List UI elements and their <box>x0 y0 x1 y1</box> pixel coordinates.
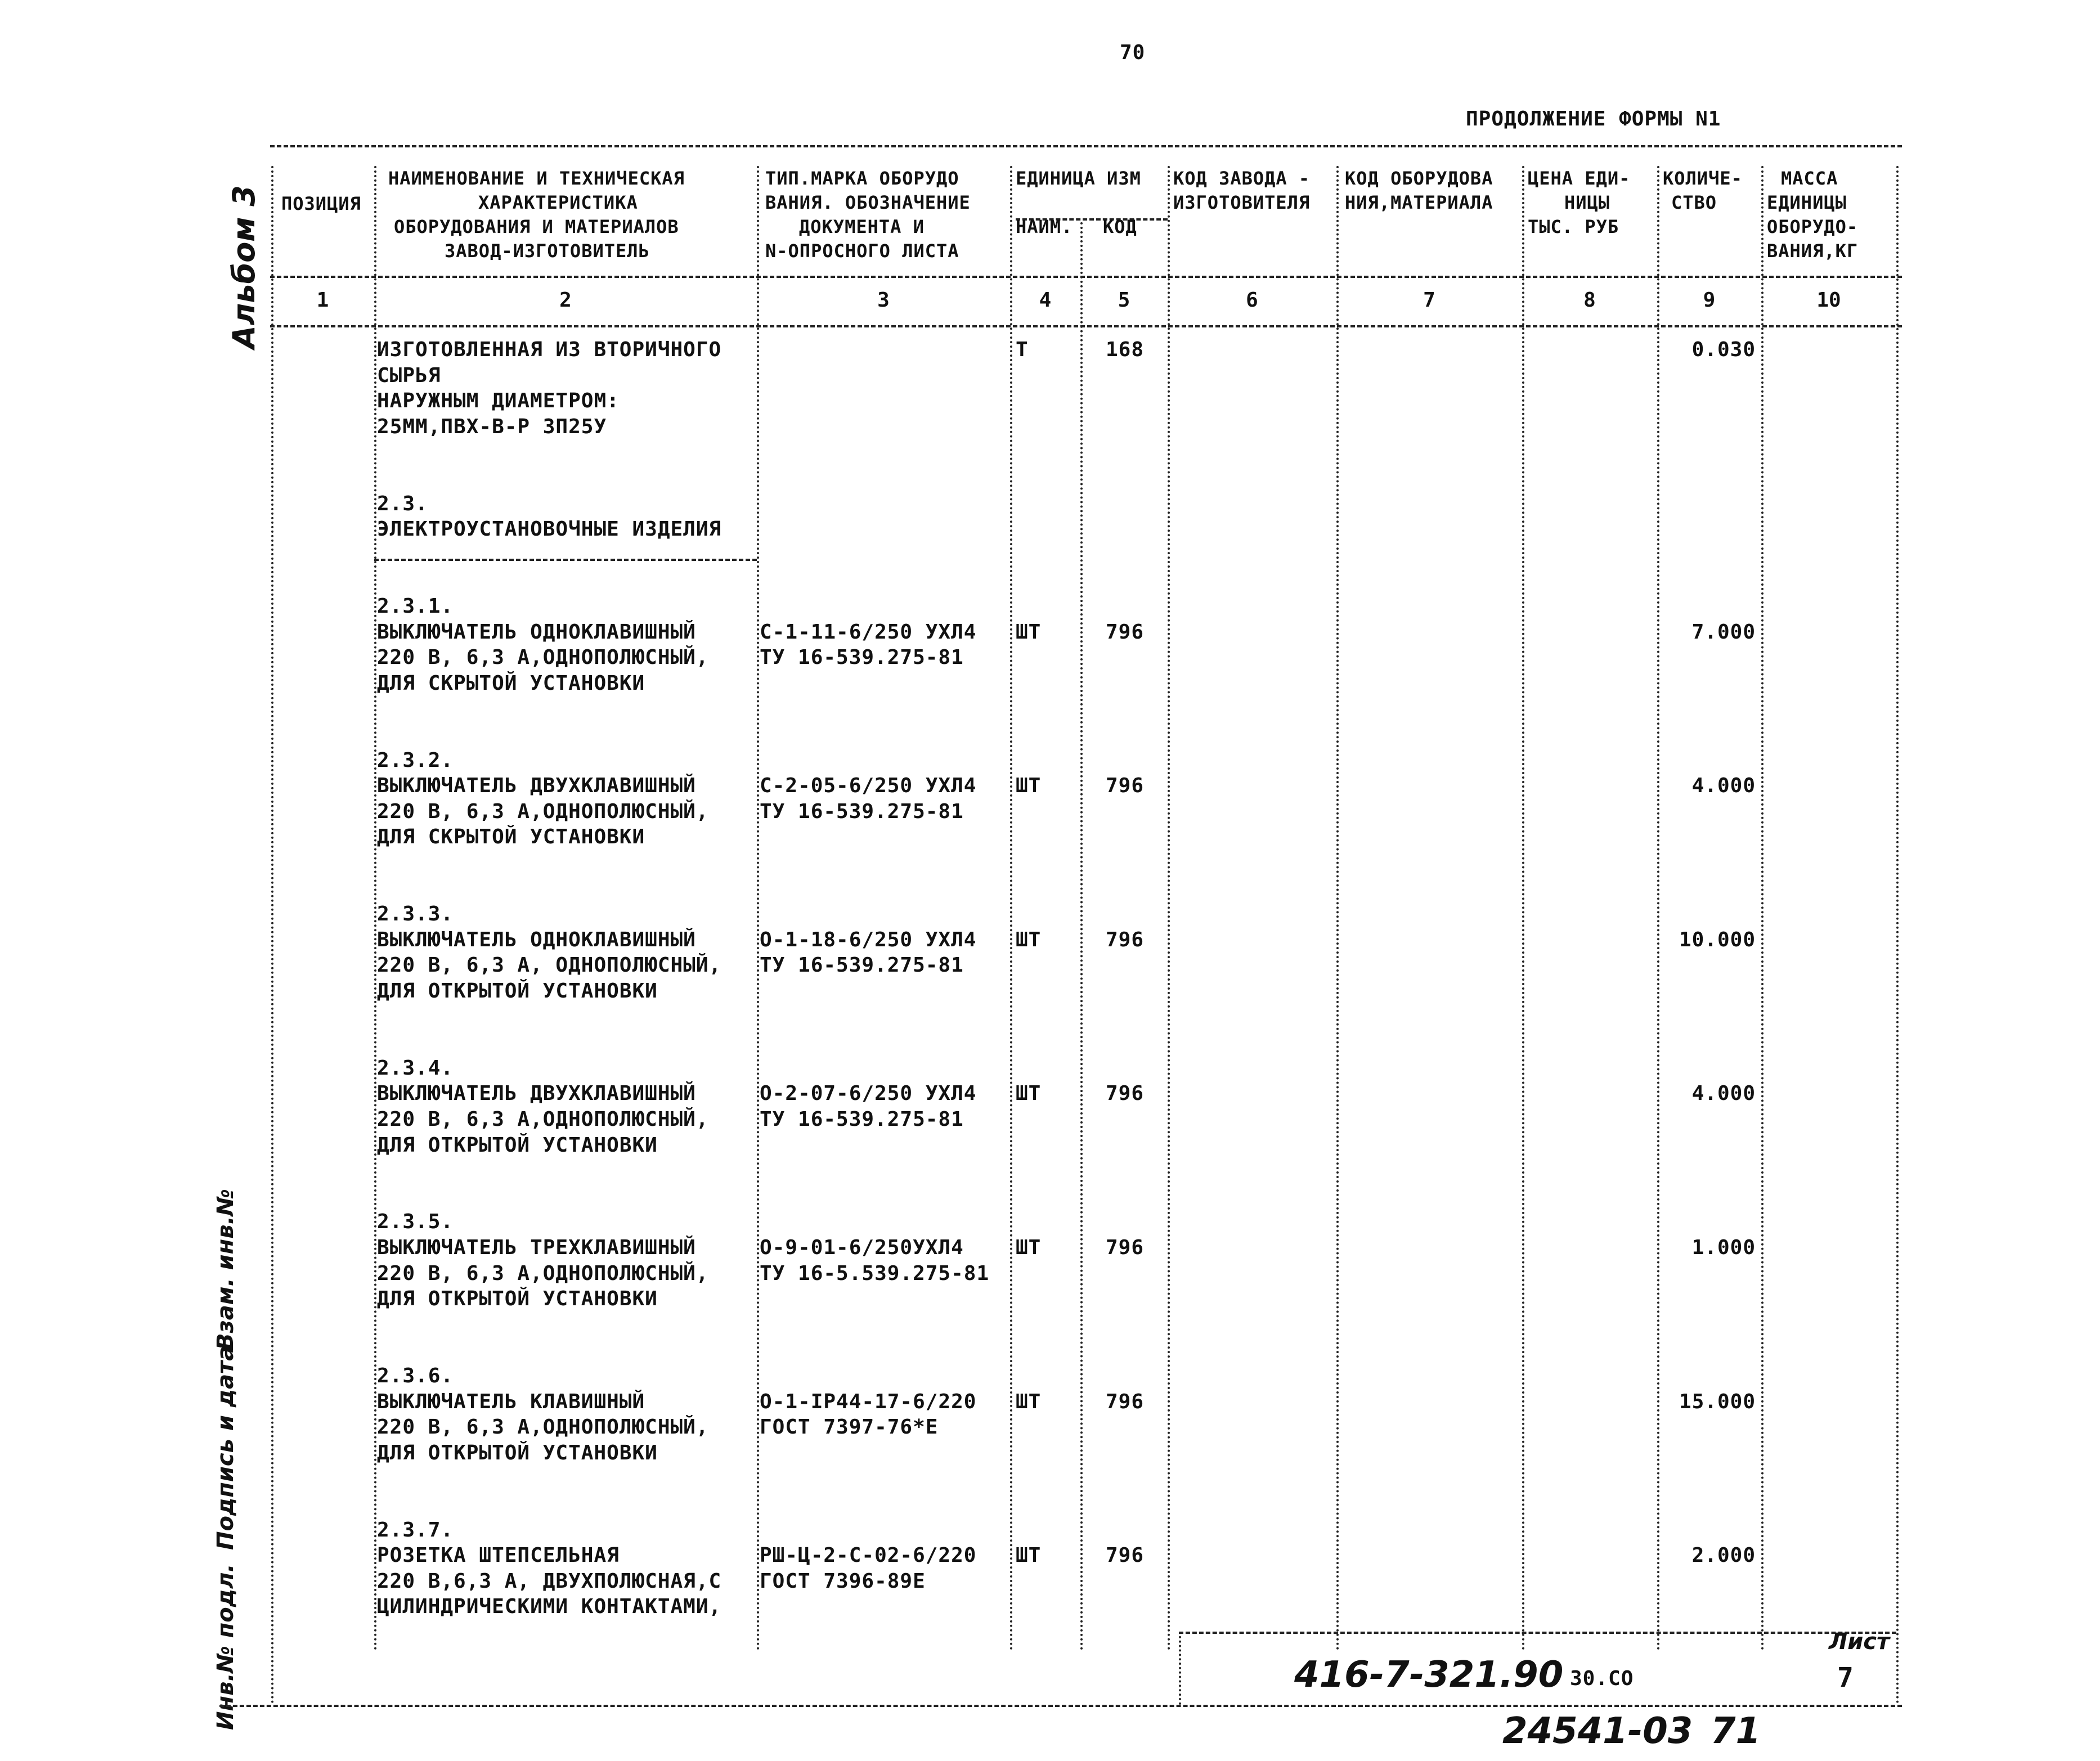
cell-qty: 15.000 <box>1679 1390 1756 1413</box>
header-col8-l1: ЦЕНА ЕДИ- <box>1528 168 1631 189</box>
cell-name: ЦИЛИНДРИЧЕСКИМИ КОНТАКТАМИ, <box>377 1595 722 1618</box>
header-col1: ПОЗИЦИЯ <box>281 193 361 214</box>
cell-code: 796 <box>1106 1236 1145 1259</box>
stamp-top-rule <box>1179 1632 1896 1634</box>
stamp-section: 30.СО <box>1570 1667 1634 1690</box>
header-col3-l2: ВАНИЯ. ОБОЗНАЧЕНИЕ <box>765 192 971 213</box>
cell-name: 220 В,6,3 А, ДВУХПОЛЮСНАЯ,С <box>377 1570 722 1593</box>
col-number-8: 8 <box>1583 289 1596 312</box>
cell-name: ДЛЯ СКРЫТОЙ УСТАНОВКИ <box>377 672 645 695</box>
col-sep-4 <box>1080 222 1083 1651</box>
header-col7-l2: НИЯ,МАТЕРИАЛА <box>1345 192 1493 213</box>
cell-type: ТУ 16-5.539.275-81 <box>760 1262 990 1285</box>
col-number-6: 6 <box>1246 289 1258 312</box>
cell-code: 796 <box>1106 1390 1145 1413</box>
col-number-7: 7 <box>1423 289 1435 312</box>
cell-unit: ШТ <box>1016 774 1042 797</box>
col-sep-left <box>271 166 273 1705</box>
cell-qty: 2.000 <box>1691 1544 1756 1567</box>
cell-qty: 7.000 <box>1691 621 1756 644</box>
cell-name: 2.3.5. <box>377 1210 454 1233</box>
cell-name: ВЫКЛЮЧАТЕЛЬ ОДНОКЛАВИШНЫЙ <box>377 621 696 644</box>
header-col6-l2: ИЗГОТОВИТЕЛЯ <box>1173 192 1311 213</box>
cell-name: 220 В, 6,3 А,ОДНОПОЛЮСНЫЙ, <box>377 1416 709 1439</box>
header-col2-l1: НАИМЕНОВАНИЕ И ТЕХНИЧЕСКАЯ <box>388 168 685 189</box>
cell-name: 220 В, 6,3 А,ОДНОПОЛЮСНЫЙ, <box>377 1108 709 1131</box>
cell-type: ТУ 16-539.275-81 <box>760 1108 964 1131</box>
cell-code: 796 <box>1106 621 1145 644</box>
cell-name: ВЫКЛЮЧАТЕЛЬ ТРЕХКЛАВИШНЫЙ <box>377 1236 696 1259</box>
stamp-inv-label: Инв.№ подл. <box>213 1564 239 1730</box>
stamp-sheet-label: Лист <box>1829 1629 1890 1655</box>
col-sep-right <box>1896 166 1899 1705</box>
cell-type: О-9-01-6/250УХЛ4 <box>760 1236 964 1259</box>
stamp-sheet-number: 7 <box>1837 1662 1854 1693</box>
header-col3-l4: N-ОПРОСНОГО ЛИСТА <box>765 240 959 262</box>
cell-name: ДЛЯ СКРЫТОЙ УСТАНОВКИ <box>377 825 645 848</box>
header-unit-name: НАИМ. <box>1016 216 1073 237</box>
header-col8-l2: НИЦЫ <box>1564 192 1610 213</box>
col-sep-1 <box>374 166 376 1651</box>
cell-name: ДЛЯ ОТКРЫТОЙ УСТАНОВКИ <box>377 1134 658 1157</box>
header-col2-l2: ХАРАКТЕРИСТИКА <box>478 192 638 213</box>
col-sep-2 <box>757 166 759 1651</box>
cell-name: ВЫКЛЮЧАТЕЛЬ ДВУХКЛАВИШНЫЙ <box>377 1082 696 1105</box>
cell-name: СЫРЬЯ <box>377 364 441 387</box>
cell-type: С-2-05-6/250 УХЛ4 <box>760 774 977 797</box>
cell-name: 2.3.7. <box>377 1519 454 1542</box>
cell-name: 2.3.3. <box>377 902 454 926</box>
page-number: 70 <box>1120 41 1146 64</box>
header-col7-l1: КОД ОБОРУДОВА <box>1345 168 1493 189</box>
header-col10-l2: ЕДИНИЦЫ <box>1767 192 1847 213</box>
cell-name: 2.3. <box>377 492 428 515</box>
col-number-9: 9 <box>1703 289 1716 312</box>
cell-name: 2.3.1. <box>377 595 454 618</box>
cell-unit: ШТ <box>1016 1390 1042 1413</box>
cell-qty: 10.000 <box>1679 928 1756 951</box>
cell-name: ВЫКЛЮЧАТЕЛЬ КЛАВИШНЫЙ <box>377 1390 645 1413</box>
col-sep-7 <box>1522 166 1524 1651</box>
col-number-5: 5 <box>1118 289 1130 312</box>
header-col6-l1: КОД ЗАВОДА - <box>1173 168 1311 189</box>
header-col8-l3: ТЫС. РУБ <box>1528 216 1619 237</box>
header-col10-l3: ОБОРУДО- <box>1767 216 1859 237</box>
col-sep-9 <box>1761 166 1764 1651</box>
footer-page-number: 71 <box>1711 1710 1761 1752</box>
cell-name: РОЗЕТКА ШТЕПСЕЛЬНАЯ <box>377 1544 620 1567</box>
header-unit: ЕДИНИЦА ИЗМ <box>1016 168 1141 189</box>
cell-type: О-1-18-6/250 УХЛ4 <box>760 928 977 951</box>
cell-type: С-1-11-6/250 УХЛ4 <box>760 621 977 644</box>
cell-name: ДЛЯ ОТКРЫТОЙ УСТАНОВКИ <box>377 980 658 1003</box>
cell-name: 2.3.4. <box>377 1057 454 1080</box>
cell-type: О-1-IP44-17-6/220 <box>760 1390 977 1413</box>
cell-name: ИЗГОТОВЛЕННАЯ ИЗ ВТОРИЧНОГО <box>377 338 722 361</box>
cell-name: НАРУЖНЫМ ДИАМЕТРОМ: <box>377 389 620 412</box>
cell-qty: 4.000 <box>1691 1082 1756 1105</box>
album-label: Альбом 3 <box>226 185 262 349</box>
col-number-3: 3 <box>877 289 890 312</box>
cell-code: 796 <box>1106 1544 1145 1567</box>
cell-type: ГОСТ 7396-89Е <box>760 1570 926 1593</box>
cell-qty: 1.000 <box>1691 1236 1756 1259</box>
cell-name: 220 В, 6,3 А,ОДНОПОЛЮСНЫЙ, <box>377 1262 709 1285</box>
cell-code: 796 <box>1106 928 1145 951</box>
cell-type: ТУ 16-539.275-81 <box>760 646 964 669</box>
cell-type: ТУ 16-539.275-81 <box>760 800 964 823</box>
footer-handwritten-number: 24541-03 <box>1502 1710 1693 1752</box>
cell-unit: ШТ <box>1016 1082 1042 1105</box>
table-top-rule <box>270 145 1902 147</box>
cell-name: 25ММ,ПВХ-В-Р ЗП25У <box>377 415 607 438</box>
cell-unit: ШТ <box>1016 1544 1042 1567</box>
stamp-vzam-label: Взам. инв.№ <box>213 1189 239 1350</box>
cell-type: О-2-07-6/250 УХЛ4 <box>760 1082 977 1105</box>
cell-type: ТУ 16-539.275-81 <box>760 954 964 977</box>
cell-name: ДЛЯ ОТКРЫТОЙ УСТАНОВКИ <box>377 1441 658 1464</box>
cell-name: 2.3.6. <box>377 1364 454 1387</box>
cell-qty: 0.030 <box>1691 338 1756 361</box>
col-number-1: 1 <box>316 289 329 312</box>
cell-name: ВЫКЛЮЧАТЕЛЬ ДВУХКЛАВИШНЫЙ <box>377 774 696 797</box>
col-number-10: 10 <box>1816 289 1841 312</box>
header-col2-l3: ОБОРУДОВАНИЯ И МАТЕРИАЛОВ <box>394 216 679 237</box>
header-col2-l4: ЗАВОД-ИЗГОТОВИТЕЛЬ <box>445 240 650 262</box>
header-col10-l1: МАССА <box>1781 168 1838 189</box>
cell-name: 220 В, 6,3 А,ОДНОПОЛЮСНЫЙ, <box>377 800 709 823</box>
cell-type: ГОСТ 7397-76*Е <box>760 1416 939 1439</box>
stamp-left-rule <box>1179 1632 1181 1705</box>
col-sep-8 <box>1657 166 1659 1651</box>
table-bottom-rule <box>219 1705 1902 1707</box>
form-title: ПРОДОЛЖЕНИЕ ФОРМЫ N1 <box>1466 107 1721 131</box>
cell-code: 168 <box>1106 338 1145 361</box>
cell-unit: ШТ <box>1016 1236 1042 1259</box>
header-col9-l1: КОЛИЧЕ- <box>1663 168 1743 189</box>
header-unit-code: КОД <box>1103 216 1137 237</box>
cell-code: 796 <box>1106 774 1145 797</box>
col-number-4: 4 <box>1039 289 1052 312</box>
header-col3-l3: ДОКУМЕНТА И <box>799 216 925 237</box>
header-col10-l4: ВАНИЯ,КГ <box>1767 240 1859 262</box>
cell-unit: ШТ <box>1016 621 1042 644</box>
header-col9-l2: СТВО <box>1671 192 1717 213</box>
header-col3-l1: ТИП.МАРКА ОБОРУДО <box>765 168 959 189</box>
cell-name: ЭЛЕКТРОУСТАНОВОЧНЫЕ ИЗДЕЛИЯ <box>377 518 722 541</box>
stamp-doc-code: 416-7-321.90 <box>1294 1654 1564 1696</box>
cell-name: 220 В, 6,3 А,ОДНОПОЛЮСНЫЙ, <box>377 646 709 669</box>
cell-code: 796 <box>1106 1082 1145 1105</box>
cell-qty: 4.000 <box>1691 774 1756 797</box>
section-divider <box>374 559 757 561</box>
col-number-2: 2 <box>559 289 572 312</box>
cell-name: 2.3.2. <box>377 749 454 772</box>
col-sep-6 <box>1336 166 1339 1651</box>
stamp-sign-label: Подпись и дата <box>213 1345 239 1550</box>
cell-name: ВЫКЛЮЧАТЕЛЬ ОДНОКЛАВИШНЫЙ <box>377 928 696 951</box>
cell-unit: ШТ <box>1016 928 1042 951</box>
cell-name: 220 В, 6,3 А, ОДНОПОЛЮСНЫЙ, <box>377 954 722 977</box>
cell-type: РШ-Ц-2-С-02-6/220 <box>760 1544 977 1567</box>
cell-name: ДЛЯ ОТКРЫТОЙ УСТАНОВКИ <box>377 1287 658 1310</box>
col-sep-3 <box>1010 166 1012 1651</box>
col-sep-5 <box>1168 166 1170 1651</box>
cell-unit: Т <box>1016 338 1029 361</box>
